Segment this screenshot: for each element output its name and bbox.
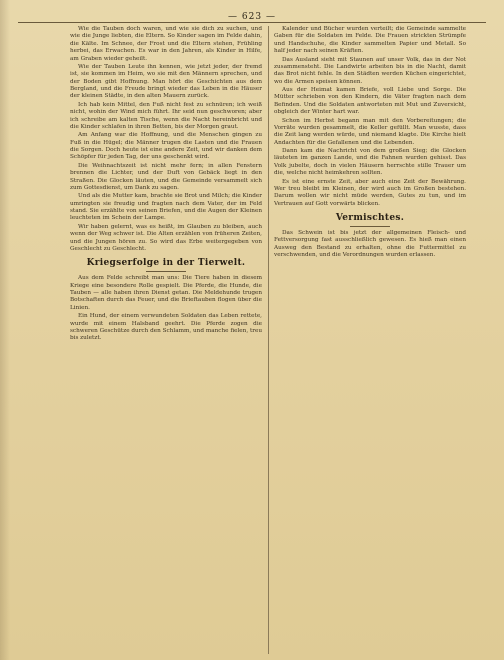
right-paragraph: Schon im Herbst begann man mit den Vorbereitungen; die Vorräte wurden gesammelt, die Keller gefüllt. Man wusste, dass die Zeit lang werden würde, und niemand klagte. Die Kirche hielt Andachten für die Gefallenen und die Lebenden. bbox=[274, 117, 466, 146]
header-rule bbox=[18, 22, 486, 23]
page-edge-shadow bbox=[0, 0, 10, 660]
left-column bbox=[70, 26, 262, 654]
left-paragraph: Wie der Tauben Leute ihn kennen, wie jetzt jeder, der fremd ist, sie kommen im Heim, wo sie mit den Männern sprechen, und der Boden gibt Hoffnung. Man hört die Geschichten aus dem Bergland, und die Freude bringt wieder das Leben in die Häuser der kleinen Städte, in den alten Mauern zurück. bbox=[70, 63, 262, 100]
left-paragraph: Ich hab kein Mittel, den Fuß nicht fest zu schnüren; ich weiß nicht, wohin der Wind mich führt. Ihr seid nun geschworen; aber ich schreibe am kalten Tische, wenn die Nacht hereinbricht und die Kinder schlafen in ihren Betten, bis der Morgen graut. bbox=[70, 101, 262, 130]
section-title-animals: Kriegserfolge in der Tierwelt. bbox=[86, 258, 246, 269]
left-paragraph: Und als die Mutter kam, brachte sie Brot und Milch; die Kinder umringten sie freudig und fragten nach dem Vater, der im Feld stand. Sie erzählte von seinen Briefen, und die Augen der Kleinen leuchteten im Schein der Lampe. bbox=[70, 193, 262, 222]
right-paragraph: Aus der Heimat kamen Briefe, voll Liebe und Sorge. Die Mütter schrieben von den Kindern, die Väter fragten nach dem Befinden. Und die Soldaten antworteten mit Mut und Zuversicht, obgleich der Winter hart war. bbox=[274, 87, 466, 116]
page-number: — 623 — bbox=[228, 12, 276, 22]
section-title-misc: Vermischtes. bbox=[335, 213, 405, 223]
section-paragraph: Das Schwein ist bis jetzt der allgemeinen Fleisch- und Fettversorgung fast ausschließlich gewesen. Es hieß man einen Ausweg den Bestand zu erhalten, ohne die Futtermittel zu verschwenden, und die Verordnungen wurden erlassen. bbox=[274, 230, 466, 259]
section-paragraph: Aus dem Felde schreibt man uns: Die Tiere haben in diesem Kriege eine besondere Rolle gespielt. Die Pferde, die Hunde, die Tauben — alle haben ihren Dienst getan. Die Meldehunde trugen Botschaften durch das Feuer, und die Brieftauben flogen über die Linien. bbox=[70, 275, 262, 311]
left-paragraph: Die Weihnachtszeit ist nicht mehr fern; in allen Fenstern brennen die Lichter, und der Duft von Gebäck liegt in den Straßen. Die Glocken läuten, und die Gemeinde versammelt sich zum Gottesdienst, um Dank zu sagen. bbox=[70, 162, 262, 191]
right-paragraph: Dann kam die Nachricht von dem großen Sieg; die Glocken läuteten im ganzen Lande, und die Fahnen wurden gehisst. Das Volk jubelte, doch in vielen Häusern herrschte stille Trauer um die, welche nicht heimkehren sollten. bbox=[274, 148, 466, 177]
right-paragraph: Kalender und Bücher wurden verteilt; die Gemeinde sammelte Gaben für die Soldaten im Felde. Die Frauen strickten Strümpfe und Handschuhe, die Kinder sammelten Papier und Metall. So half jeder nach seinen Kräften. bbox=[274, 26, 466, 55]
section-rule bbox=[146, 271, 186, 272]
right-paragraph: Das Ausland sieht mit Staunen auf unser Volk, das in der Not zusammensteht. Die Landwirte arbeiten bis in die Nacht, damit das Brot nicht fehle. In den Städten werden Küchen eingerichtet, wo die Armen speisen können. bbox=[274, 56, 466, 85]
right-column bbox=[274, 26, 466, 654]
left-paragraph: Am Anfang war die Hoffnung, und die Menschen gingen zu Fuß in die Hügel; die Männer trugen die Lasten und die Frauen die Sorgen. Doch heute ist eine andere Zeit, und wir danken dem Schöpfer für jeden Tag, der uns geschenkt wird. bbox=[70, 132, 262, 161]
left-paragraph: Wir haben gelernt, was es heißt, im Glauben zu bleiben, auch wenn der Weg schwer ist. Die Alten erzählen von früheren Zeiten, und die Jungen hören zu. So wird das Erbe weitergegeben von Geschlecht zu Geschlecht. bbox=[70, 223, 262, 252]
section-rule bbox=[350, 226, 390, 227]
page-header bbox=[0, 4, 504, 20]
right-paragraph: Es ist eine ernste Zeit, aber auch eine Zeit der Bewährung. Wer treu bleibt im Kleinen, der wird auch im Großen bestehen. Darum wollen wir nicht müde werden, Gutes zu tun, und im Vertrauen auf Gott vorwärts blicken. bbox=[274, 178, 466, 207]
column-divider bbox=[268, 26, 269, 654]
section-paragraph: Ein Hund, der einem verwundeten Soldaten das Leben rettete, wurde mit einem Halsband geehrt. Die Pferde zogen die schweren Geschütze durch den Schlamm, und manche fielen, treu bis zuletzt. bbox=[70, 313, 262, 342]
left-paragraph: Wie die Tauben doch waren, und wie sie dich zu suchen, und wie die Junge liebten, die Eltern. So Kinder sagen im Felde dahin, die Kälte. Im Schnee, der Frost und die Eltern stehen, Frühling herbei, das Erwachen. Es war in den Jahren, als Kinder in Hilfe, am Graben wieder geheilt. bbox=[70, 26, 262, 62]
